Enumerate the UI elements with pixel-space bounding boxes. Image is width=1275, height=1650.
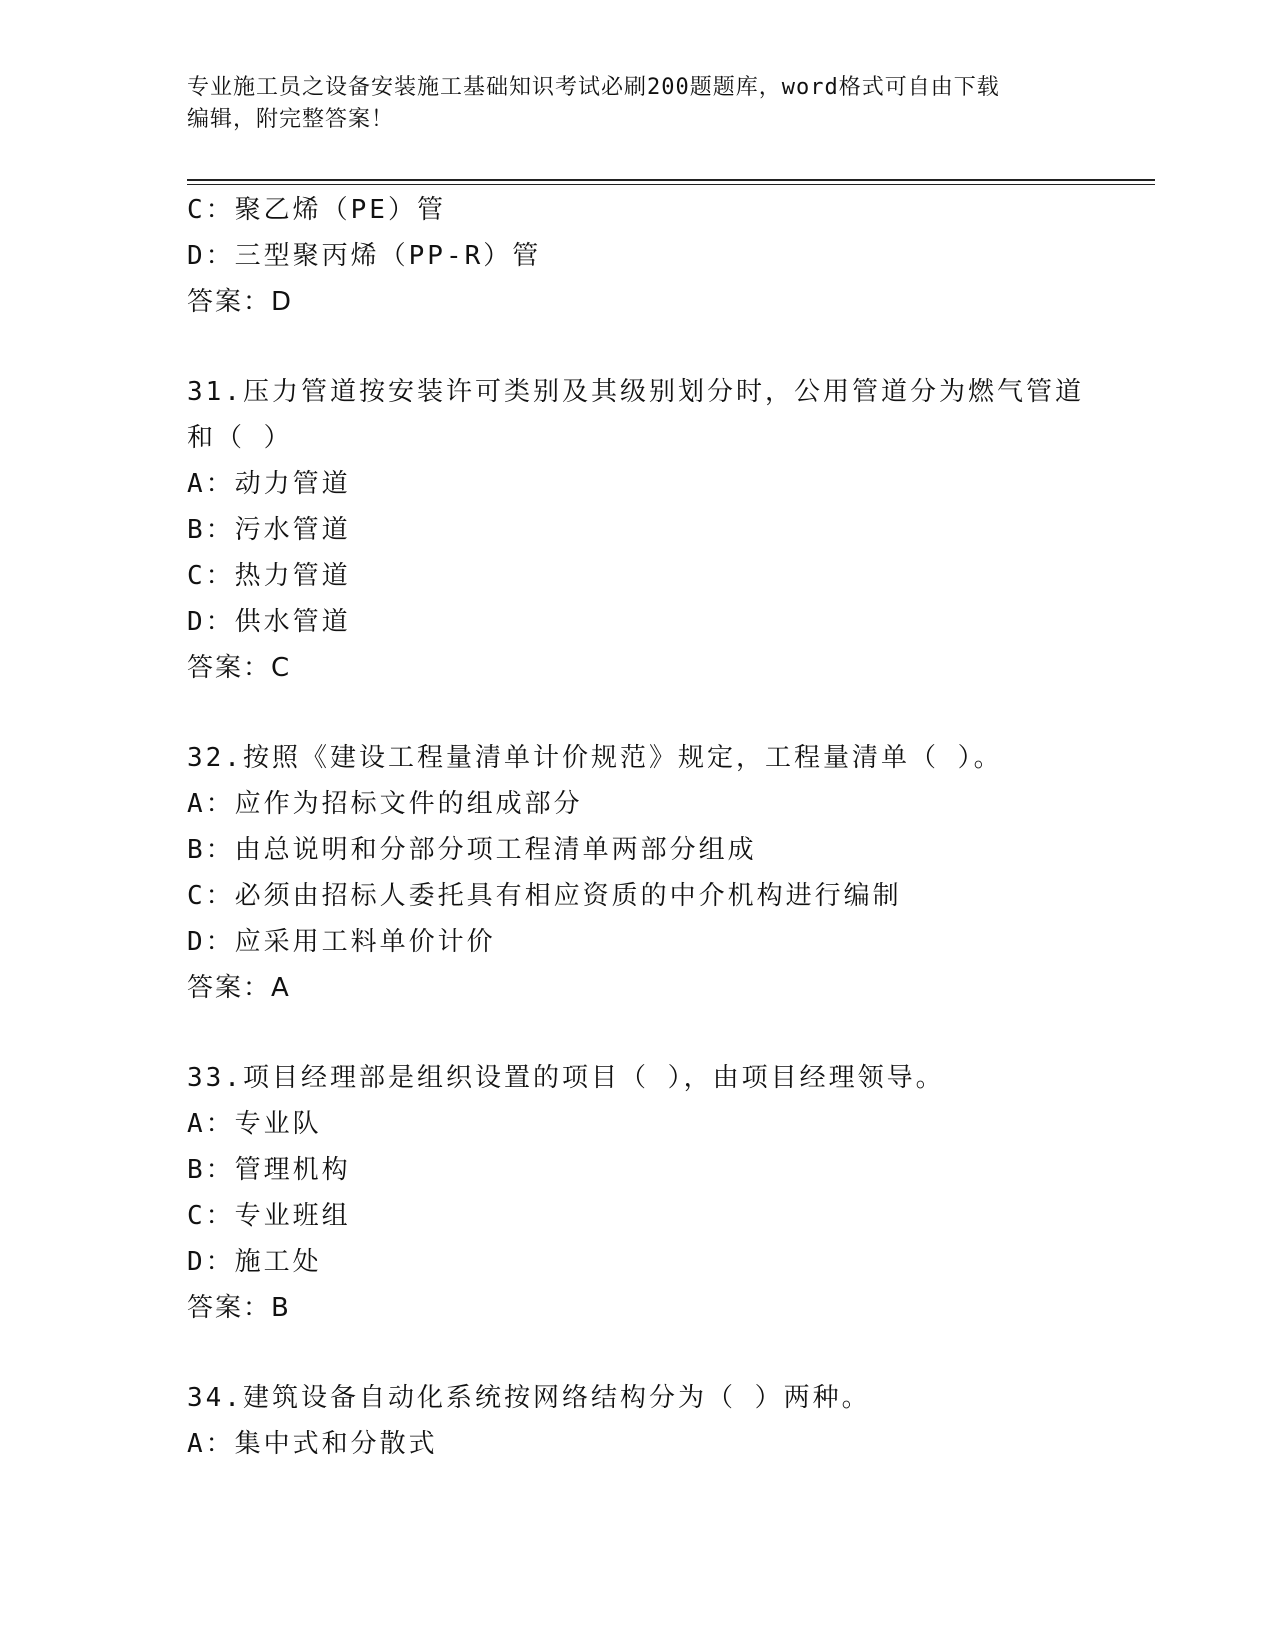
option-a: A：动力管道 xyxy=(187,469,351,499)
document-header xyxy=(187,72,1087,136)
question-stem-continued: 和（ ） xyxy=(187,423,293,453)
answer: 答案：D xyxy=(187,287,294,317)
option-a: A：集中式和分散式 xyxy=(187,1429,438,1459)
question-31 xyxy=(187,369,1087,691)
question-34 xyxy=(187,1375,1087,1467)
header-rule-thick xyxy=(187,179,1155,181)
answer: 答案：A xyxy=(187,973,291,1003)
option-d: D：应采用工料单价计价 xyxy=(187,927,496,957)
header-title-line-1: 专业施工员之设备安装施工基础知识考试必刷200题题库，word格式可自由下载 xyxy=(187,75,1000,100)
question-stem: 32.按照《建设工程量清单计价规范》规定，工程量清单（ ）。 xyxy=(187,743,1003,773)
question-stem: 33.项目经理部是组织设置的项目（ ），由项目经理领导。 xyxy=(187,1063,945,1093)
answer: 答案：B xyxy=(187,1293,291,1323)
option-d: D：施工处 xyxy=(187,1247,322,1277)
header-rule-thin xyxy=(187,184,1155,185)
option-c: C：专业班组 xyxy=(187,1201,351,1231)
option-b: B：污水管道 xyxy=(187,515,351,545)
document-body xyxy=(187,187,1087,1467)
option-a: A：应作为招标文件的组成部分 xyxy=(187,789,583,819)
option-d: D：三型聚丙烯（PP-R）管 xyxy=(187,241,542,271)
option-c: C：必须由招标人委托具有相应资质的中介机构进行编制 xyxy=(187,881,902,911)
option-d: D：供水管道 xyxy=(187,607,351,637)
option-a: A：专业队 xyxy=(187,1109,322,1139)
question-32 xyxy=(187,735,1087,1011)
answer: 答案：C xyxy=(187,653,292,683)
option-b: B：管理机构 xyxy=(187,1155,351,1185)
option-c: C：聚乙烯（PE）管 xyxy=(187,195,446,225)
option-c: C：热力管道 xyxy=(187,561,351,591)
option-b: B：由总说明和分部分项工程清单两部分组成 xyxy=(187,835,757,865)
question-33 xyxy=(187,1055,1087,1331)
question-stem: 31.压力管道按安装许可类别及其级别划分时，公用管道分为燃气管道 xyxy=(187,377,1084,407)
header-title-line-2: 编辑，附完整答案！ xyxy=(187,107,395,132)
question-stem: 34.建筑设备自动化系统按网络结构分为（ ）两种。 xyxy=(187,1383,871,1413)
